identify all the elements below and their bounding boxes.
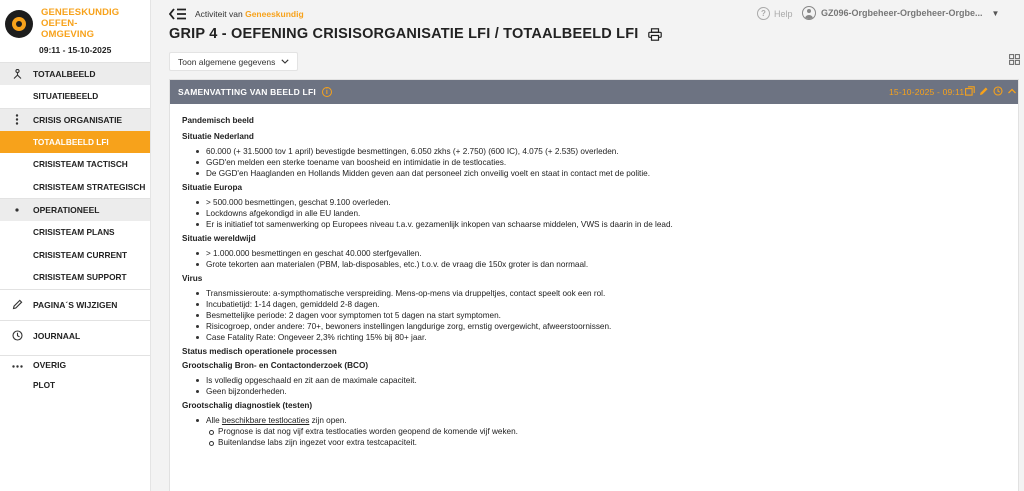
list-item: Is volledig opgeschaald en zit aan de maximale capaciteit. (206, 375, 1018, 386)
print-icon[interactable] (648, 28, 662, 41)
brand[interactable] (0, 0, 150, 62)
bullet-list (206, 248, 1018, 270)
list-item: De GGD'en Haaglanden en Hollands Midden geven aan dat personeel zich onveilig voelt en staat in contact met de politie. (206, 168, 1018, 179)
brand-line-1: GENEESKUNDIG (41, 7, 120, 18)
dot-icon (10, 208, 24, 212)
user-menu[interactable] (802, 6, 999, 20)
title-row (169, 26, 662, 42)
help-button[interactable] (757, 7, 793, 20)
section-heading: Grootschalig diagnostiek (testen) (182, 401, 313, 410)
sidebar-section-label: OVERIG (33, 359, 67, 370)
list-item: > 1.000.000 besmettingen en geschat 40.000 sterfgevallen. (206, 248, 1018, 259)
breadcrumb (195, 9, 304, 19)
sidebar-item-label: PAGINA´S WIJZIGEN (33, 299, 118, 310)
card-title: SAMENVATTING VAN BEELD LFI (178, 87, 316, 97)
hierarchy-icon (10, 69, 24, 80)
edit-icon[interactable] (979, 86, 989, 96)
card-header (170, 80, 1018, 104)
page-title: GRIP 4 - OEFENING CRISISORGANISATIE LFI / TOTAALBEELD LFI (169, 26, 639, 42)
back-menu-icon[interactable] (169, 7, 187, 21)
help-label: Help (774, 8, 793, 19)
sidebar-item-plot[interactable]: PLOT (33, 379, 56, 390)
info-icon[interactable]: i (322, 87, 332, 97)
user-avatar-icon (802, 6, 816, 20)
list-item: 60.000 (+ 31.5000 tov 1 april) bevestigde besmettingen, 6.050 zkhs (+ 2.750) (600 IC), 4.075 (+ 2.535) overleden. (206, 146, 1018, 157)
toggle-general-data-button[interactable] (169, 52, 298, 71)
list-item: Besmettelijke periode: 2 dagen voor symptomen tot 5 dagen na start symptomen. (206, 310, 1018, 321)
help-icon: ? (757, 7, 770, 20)
vertical-dots-icon (10, 114, 24, 125)
sidebar-section-label: CRISIS ORGANISATIE (33, 114, 123, 125)
sidebar-item-journaal[interactable] (0, 320, 150, 351)
caret-down-icon: ▼ (991, 8, 1000, 18)
sidebar-item-paginas-wijzigen[interactable] (0, 289, 150, 320)
topbar (151, 0, 1024, 28)
section-heading: Situatie wereldwijd (182, 234, 256, 243)
sidebar-item-crisisteam-support[interactable]: CRISISTEAM SUPPORT (0, 266, 150, 289)
sidebar-item-label: JOURNAAL (33, 330, 81, 341)
list-item: Case Fatality Rate: Ongeveer 2,3% richting 15% bij 80+ jaar. (206, 332, 1018, 343)
sidebar-item-situatiebeeld[interactable]: SITUATIEBEELD (0, 85, 150, 108)
user-name: GZ096-Orgbeheer-Orgbeheer-Orgbe... (821, 8, 983, 18)
dashboard-grid-icon[interactable] (1009, 52, 1020, 70)
section-heading: Situatie Europa (182, 183, 243, 192)
card-date: 15-10-2025 - 09:11 (889, 87, 965, 97)
bullet-list (206, 146, 1018, 179)
sidebar (0, 0, 151, 491)
text: Alle (206, 416, 220, 425)
list-item: GGD'en melden een sterke toename van boosheid en intimidatie in de testlocaties. (206, 157, 1018, 168)
list-item: Buitenlandse labs zijn ingezet voor extra testcapaciteit. (218, 437, 1018, 448)
sidebar-section-totaalbeeld[interactable] (0, 62, 150, 85)
horizontal-dots-icon (10, 360, 24, 370)
history-icon[interactable] (993, 86, 1003, 96)
brand-line-3: OMGEVING (41, 29, 95, 40)
sidebar-item-totaalbeeld-lfi[interactable]: TOTAALBEELD LFI (0, 131, 150, 154)
card-body (170, 104, 1018, 448)
list-item (206, 415, 1018, 448)
bullet-list (206, 415, 1018, 448)
bullet-list (206, 197, 1018, 230)
collapse-chevron-up-icon[interactable] (1007, 86, 1017, 96)
brand-datetime: 09:11 - 15-10-2025 (39, 45, 112, 55)
sidebar-section-crisis-organisatie[interactable] (0, 108, 150, 131)
section-heading: Virus (182, 274, 203, 283)
list-item: Lockdowns afgekondigd in alle EU landen. (206, 208, 1018, 219)
section-heading: Grootschalig Bron- en Contactonderzoek (BCO) (182, 361, 369, 370)
list-item: Er is initiatief tot samenwerking op Europees niveau t.a.v. gezamenlijk inkopen van schaarse middelen, VWS is daarin in de lead. (206, 219, 1018, 230)
brand-line-2: OEFEN- (41, 18, 78, 29)
breadcrumb-activity-link[interactable]: Geneeskundig (245, 9, 304, 19)
chevron-down-icon (281, 59, 289, 64)
bullet-list (206, 375, 1018, 397)
sub-bullet-list (218, 426, 1018, 448)
sidebar-item-crisisteam-tactisch[interactable]: CRISISTEAM TACTISCH (0, 153, 150, 176)
list-item: Prognose is dat nog vijf extra testlocaties worden geopend de komende vijf weken. (218, 426, 1018, 437)
logo-icon (5, 10, 33, 38)
testlocaties-link[interactable]: beschikbare testlocaties (221, 416, 310, 425)
list-item: > 500.000 besmettingen, geschat 9.100 overleden. (206, 197, 1018, 208)
list-item: Incubatietijd: 1-14 dagen, gemiddeld 2-8 dagen. (206, 299, 1018, 310)
status-heading: Status medisch operationele processen (182, 347, 337, 356)
sidebar-section-label: TOTAALBEELD (33, 69, 96, 79)
card-tools (965, 86, 1017, 96)
copy-icon[interactable] (965, 86, 975, 96)
clock-icon (10, 330, 24, 341)
main-heading: Pandemisch beeld (182, 116, 254, 125)
list-item: Transmissieroute: a-sympthomatische verspreiding. Mens-op-mens via druppeltjes, contact speelt ook een rol. (206, 288, 1018, 299)
sidebar-section-operationeel[interactable] (0, 198, 150, 221)
list-item: Risicogroep, onder andere: 70+, bewoners instellingen langdurige zorg, ernstig overgewicht, afweerstoornissen. (206, 321, 1018, 332)
list-item: Geen bijzonderheden. (206, 386, 1018, 397)
pencil-icon (10, 299, 24, 310)
sidebar-item-crisisteam-plans[interactable]: CRISISTEAM PLANS (0, 221, 150, 244)
breadcrumb-prefix: Activiteit van (195, 9, 243, 19)
toggle-label: Toon algemene gegevens (178, 56, 276, 67)
summary-card (169, 79, 1019, 491)
sidebar-item-crisisteam-strategisch[interactable]: CRISISTEAM STRATEGISCH (0, 176, 150, 199)
sidebar-section-overig[interactable] (0, 355, 150, 374)
text: zijn open. (311, 416, 347, 425)
bullet-list (206, 288, 1018, 343)
list-item: Grote tekorten aan materialen (PBM, lab-disposables, etc.) t.o.v. de vraag die 150x groter is dan normaal. (206, 259, 1018, 270)
sidebar-section-label: OPERATIONEEL (33, 205, 100, 215)
sidebar-item-crisisteam-current[interactable]: CRISISTEAM CURRENT (0, 244, 150, 267)
section-heading: Situatie Nederland (182, 132, 254, 141)
